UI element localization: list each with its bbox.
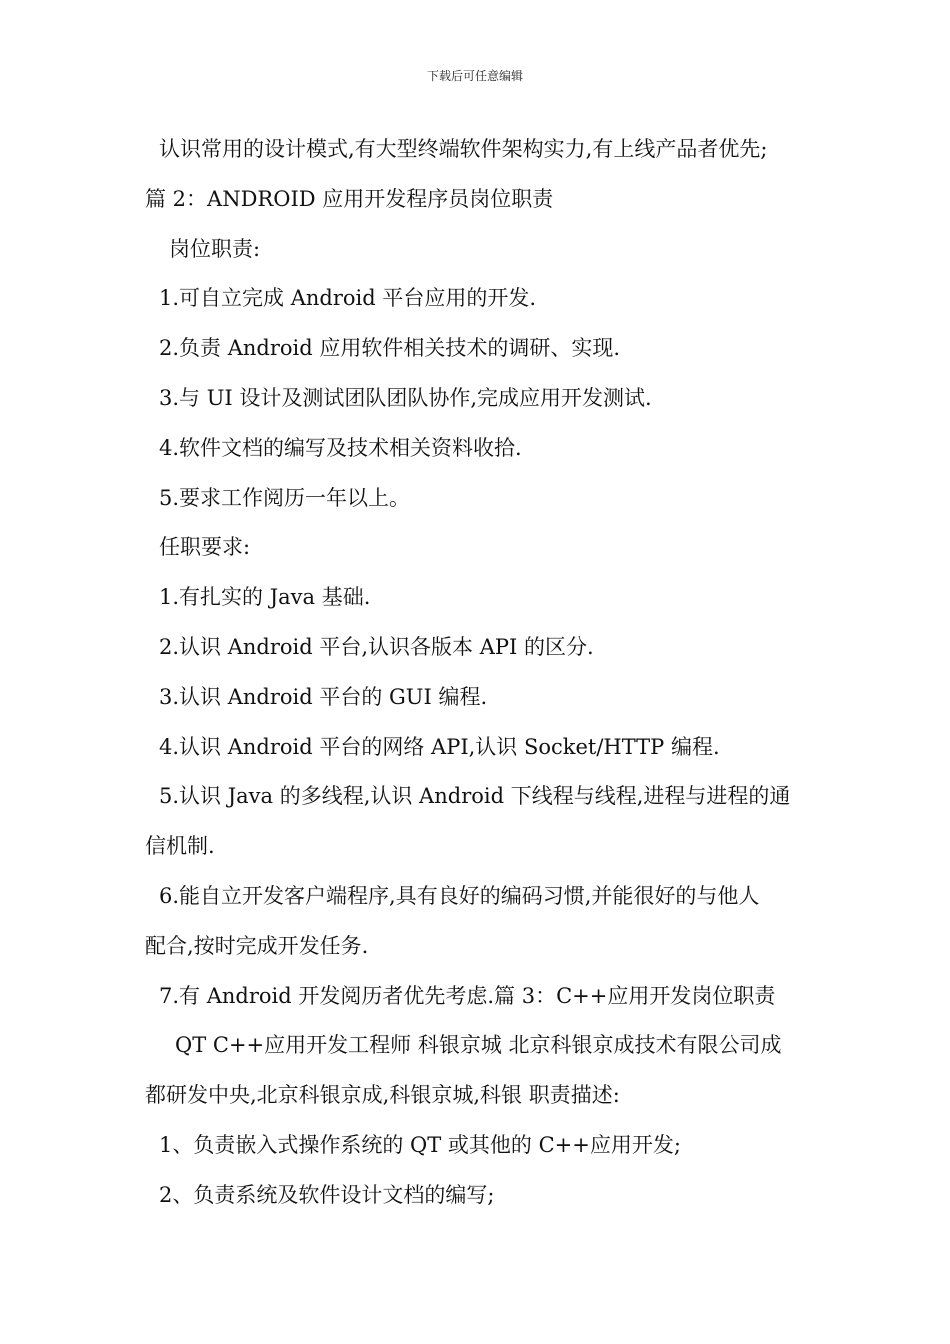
list-item: 2.认识 Android 平台,认识各版本 API 的区分. bbox=[159, 634, 594, 659]
section-heading: 篇 2：ANDROID 应用开发程序员岗位职责 bbox=[145, 186, 554, 211]
list-item: 1、负责嵌入式操作系统的 QT 或其他的 C++应用开发; bbox=[159, 1132, 681, 1157]
paragraph-continuation: 都研发中央,北京科银京成,科银京城,科银 职责描述: bbox=[145, 1083, 620, 1108]
list-item-continuation: 信机制. bbox=[145, 834, 215, 859]
list-item: 4.软件文档的编写及技术相关资料收拾. bbox=[159, 435, 522, 460]
list-item: 7.有 Android 开发阅历者优先考虑.篇 3：C++应用开发岗位职责 bbox=[159, 983, 776, 1008]
document-body bbox=[145, 130, 810, 1226]
list-item: 3.与 UI 设计及测试团队团队协作,完成应用开发测试. bbox=[159, 385, 652, 410]
list-item: 4.认识 Android 平台的网络 API,认识 Socket/HTTP 编程. bbox=[159, 734, 720, 759]
subheading-requirements: 任职要求: bbox=[159, 535, 251, 560]
page-header: 下载后可任意编辑 bbox=[426, 69, 523, 83]
list-item: 5.认识 Java 的多线程,认识 Android 下线程与线程,进程与进程的通 bbox=[159, 784, 791, 809]
paragraph-line: QT C++应用开发工程师 科银京城 北京科银京成技术有限公司成 bbox=[175, 1033, 782, 1058]
subheading-duties: 岗位职责: bbox=[169, 236, 261, 261]
list-item: 1.有扎实的 Java 基础. bbox=[159, 585, 371, 610]
list-item-continuation: 配合,按时完成开发任务. bbox=[145, 933, 369, 958]
list-item: 1.可自立完成 Android 平台应用的开发. bbox=[159, 286, 537, 311]
list-item: 2.负责 Android 应用软件相关技术的调研、实现. bbox=[159, 336, 621, 361]
list-item: 2、负责系统及软件设计文档的编写; bbox=[159, 1182, 495, 1207]
paragraph-line: 认识常用的设计模式,有大型终端软件架构实力,有上线产品者优先; bbox=[159, 137, 768, 161]
list-item: 3.认识 Android 平台的 GUI 编程. bbox=[159, 684, 488, 709]
list-item: 5.要求工作阅历一年以上。 bbox=[159, 485, 411, 510]
list-item: 6.能自立开发客户端程序,具有良好的编码习惯,并能很好的与他人 bbox=[159, 883, 760, 908]
